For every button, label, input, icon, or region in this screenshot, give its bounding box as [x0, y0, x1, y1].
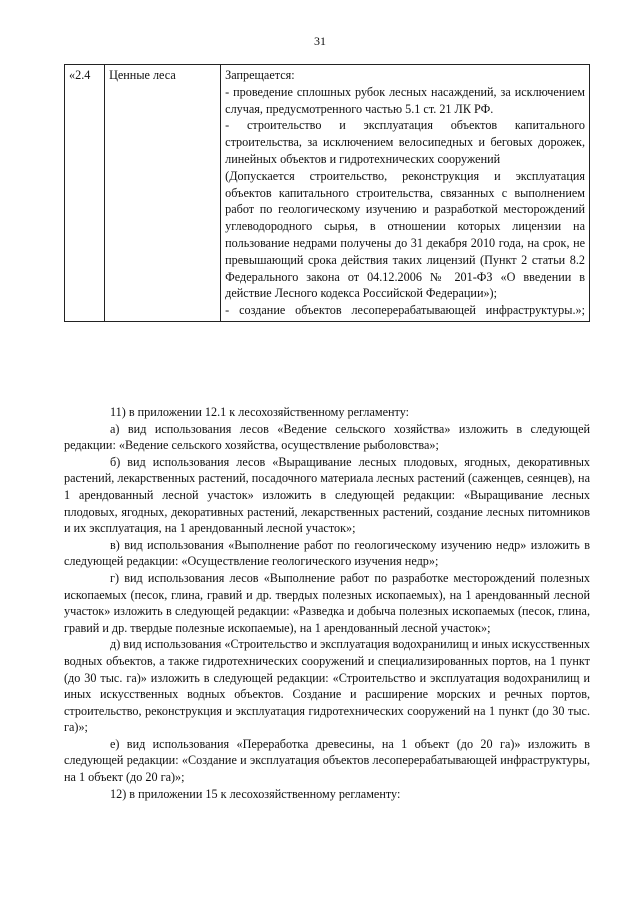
document-body	[64, 404, 590, 802]
table-row	[65, 65, 590, 322]
paragraph: в) вид использования «Выполнение работ по геологическому изучению недр» изложить в следующей редакции: «Осуществление геологического изучения недр»;	[64, 537, 590, 569]
restriction-item: - создание объектов лесоперерабатывающей инфраструктуры.»;	[225, 303, 585, 318]
regulation-table	[64, 64, 590, 322]
paragraph: 11) в приложении 12.1 к лесохозяйственному регламенту:	[110, 405, 410, 419]
paragraph: е) вид использования «Переработка древесины, на 1 объект (до 20 га)» изложить в следующей редакции: «Создание и эксплуатация объектов лесоперерабатывающей инфраструктуры, на 1 объект (до 20 га)»;	[64, 736, 590, 785]
paragraph: 12) в приложении 15 к лесохозяйственному регламенту:	[110, 786, 401, 801]
paragraph: а) вид использования лесов «Ведение сельского хозяйства» изложить в следующей редакции: «Ведение сельского хозяйства, осуществление рыболовства»;	[64, 421, 590, 453]
row-number-cell: «2.4	[65, 65, 105, 322]
restriction-exception: (Допускается строительство, реконструкция и эксплуатация объектов капитального строительства, связанных с выполнением работ по геологическому изучению и разработкой месторождений углеводородного сырья, в отношении которых лицензии на пользование недрами получены до 31 декабря 2010 года, на срок, не превышающий срока действия таких лицензий (Пункт 2 статьи 8.2 Федерального закона от 04.12.2006 № 201-ФЗ «О введении в действие Лесного кодекса Российской Федерации»);	[225, 168, 585, 301]
page-number: 31	[314, 34, 326, 48]
restriction-heading: Запрещается:	[225, 68, 295, 82]
paragraph: б) вид использования лесов «Выращивание лесных плодовых, ягодных, декоративных растений, лекарственных растений, посадочного материала лесных растений (саженцев, сеянцев), на 1 арендованный лесной участок» изложить в следующей редакции: «Выращивание лесных плодовых, ягодных, декоративных растений, лекарственных растений, создание лесных питомников и их эксплуатация, на 1 арендованный лесной участок»;	[64, 454, 590, 536]
forest-category-cell: Ценные леса	[105, 65, 221, 322]
restriction-item: - проведение сплошных рубок лесных насаждений, за исключением случая, предусмотренного частью 5.1 ст. 21 ЛК РФ.	[225, 84, 585, 116]
restrictions-cell	[221, 65, 590, 322]
paragraph: г) вид использования лесов «Выполнение работ по разработке месторождений полезных ископаемых (песок, глина, гравий и др. твердых полезных ископаемых), на 1 арендованный лесной участок» изложить в следующей редакции: «Разведка и добыча полезных ископаемых (песок, глина, гравий и др. твердые полезные ископаемые), на 1 арендованный лесной участок»;	[64, 570, 590, 635]
paragraph: д) вид использования «Строительство и эксплуатация водохранилищ и иных искусственных водных объектов, а также гидротехнических сооружений и специализированных портов, на 1 пункт (до 30 тыс. га)» изложить в следующей редакции: «Строительство и эксплуатация водохранилищ и иных искусственных водных объектов. Создание и расширение морских и речных портов, строительство, реконструкция и эксплуатация гидротехнических сооружений на 1 пункт (до 30 тыс. га)»;	[64, 637, 590, 735]
restriction-item: - строительство и эксплуатация объектов капитального строительства, за исключением велосипедных и беговых дорожек, линейных объектов и гидротехнических сооружений	[225, 118, 585, 166]
